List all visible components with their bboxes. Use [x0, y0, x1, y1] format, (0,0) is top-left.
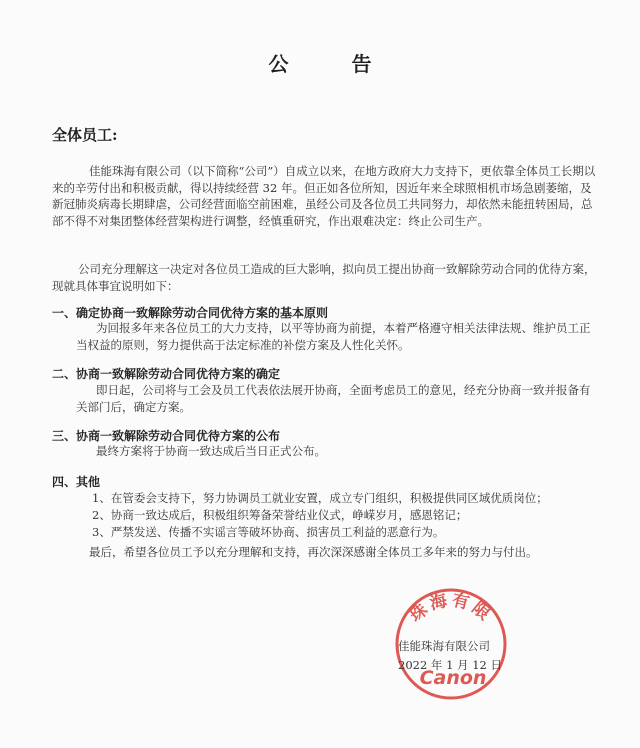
section-heading-principles: 一、确定协商一致解除劳动合同优待方案的基本原则 [52, 306, 329, 320]
section-heading-other: 四、其他 [52, 475, 101, 489]
svg-text:珠海有限 [405, 589, 496, 626]
canon-logo: Canon [419, 667, 487, 689]
seal-top-text: 珠海有限 [406, 590, 496, 627]
section-body-determination: 即日起，公司将与工会及员工代表依法展开协商，全面考虑员工的意见，经充分协商一致并报备有关部门后，确定方案。 [76, 383, 591, 414]
list-item: 1、在管委会支持下，努力协调员工就业安置，成立专门组织，积极提供同区域优质岗位； [92, 491, 548, 505]
page-title: 公 告 [268, 52, 400, 76]
section-heading-determination: 二、协商一致解除劳动合同优待方案的确定 [52, 367, 281, 381]
salutation: 全体员工: [52, 126, 118, 144]
signature-date: 2022 年 1 月 12 日 [398, 658, 502, 672]
list-item: 2、协商一致达成后，积极组织筹备荣誉结业仪式，峥嵘岁月，感恩铭记； [92, 508, 468, 522]
signature-company: 佳能珠海有限公司 [398, 639, 490, 653]
section-body-principles: 为回报多年来各位员工的大力支持，以平等协商为前提，本着严格遵守相关法律法规、维护员工正当权益的原则，努力提供高于法定标准的补偿方案及人性化关怀。 [76, 321, 591, 352]
section-body-publication: 最终方案将于协商一致达成后当日正式公布。 [96, 444, 326, 458]
plan-paragraph: 公司充分理解这一决定对各位员工造成的巨大影响，拟向员工提出协商一致解除劳动合同的优待方案，现就具体事宜说明如下： [52, 262, 596, 293]
list-item: 3、严禁发送、传播不实谣言等破坏协商、损害员工利益的恶意行为。 [92, 525, 445, 539]
intro-paragraph: 佳能珠海有限公司（以下简称“公司”）自成立以来，在地方政府大力支持下，更依靠全体员工长期以来的辛劳付出和积极贡献，得以持续经营 32 年。但正如各位所知，因近年来全球照相机市场急剧萎缩，及新冠肺炎病毒长期肆虐，公司经营面临空前困难，虽经公司及各位员工共同努力，却依然未能扭转困局，总部不得不对集团整体经营架构进行调整，经慎重研究，作出艰难决定：终止公司生产。 [52, 164, 596, 228]
closing-paragraph: 最后，希望各位员工予以充分理解和支持，再次深深感谢全体员工多年来的努力与付出。 [89, 545, 538, 559]
section-heading-publication: 三、协商一致解除劳动合同优待方案的公布 [52, 429, 281, 443]
